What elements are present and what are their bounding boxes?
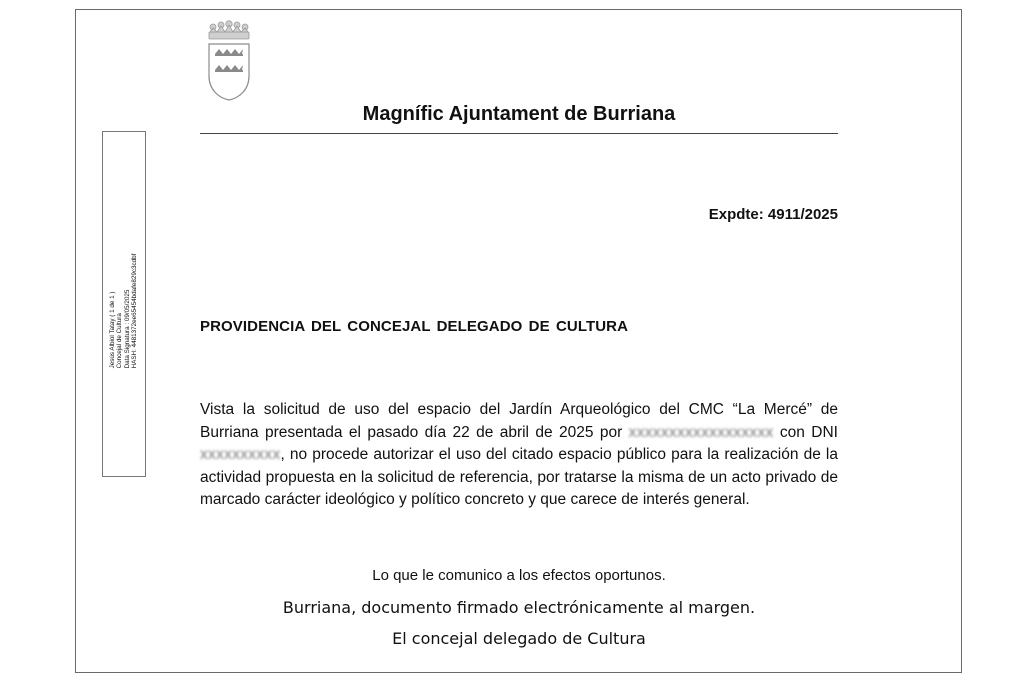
signature-hash: HASH: 4481372ee65454bdafe829c3cdbf: [131, 253, 139, 369]
body-paragraph: [200, 399, 838, 512]
signature-date: Data Signatura : 09/05/2025: [124, 289, 131, 369]
file-number: Expdte: 4911/2025: [708, 206, 838, 223]
signature-role: Concejal de Cultura: [116, 313, 124, 369]
redacted-name: xxxxxxxxxxxxxxxxxx: [628, 423, 774, 441]
signature-place-line: Burriana, documento firmado electrónicamente al margen.: [282, 598, 756, 617]
redacted-dni: xxxxxxxxxx: [200, 446, 281, 463]
signature-role-line: El concejal delegado de Cultura: [392, 629, 646, 648]
coat-of-arms-icon: [205, 18, 253, 102]
signature-signer: Jesús Albiol Tatay ( 1 de 1 ): [109, 291, 117, 369]
signature-stamp-text: [109, 254, 139, 369]
body-part-3: , no procede autorizar el uso del citado espacio público para la realización de la actividad propuesta en la solicitud de referencia, por tratarse la misma de un acto privado de marcado carácter ideológico y político concreto y que carece de interés general.: [200, 446, 838, 508]
header-divider: [200, 133, 838, 134]
municipality-title: Magnífic Ajuntament de Burriana: [362, 103, 676, 125]
document-heading: PROVIDENCIA DEL CONCEJAL DELEGADO DE CULTURA: [200, 318, 629, 335]
closing-line: Lo que le comunico a los efectos oportunos.: [372, 567, 666, 584]
body-part-1: Vista la solicitud de uso del espacio del Jardín Arqueológico del CMC “La Mercé” de Burriana presentada el pasado día 22 de abril de 2025 por: [200, 401, 838, 441]
body-part-2: con DNI: [773, 423, 838, 441]
